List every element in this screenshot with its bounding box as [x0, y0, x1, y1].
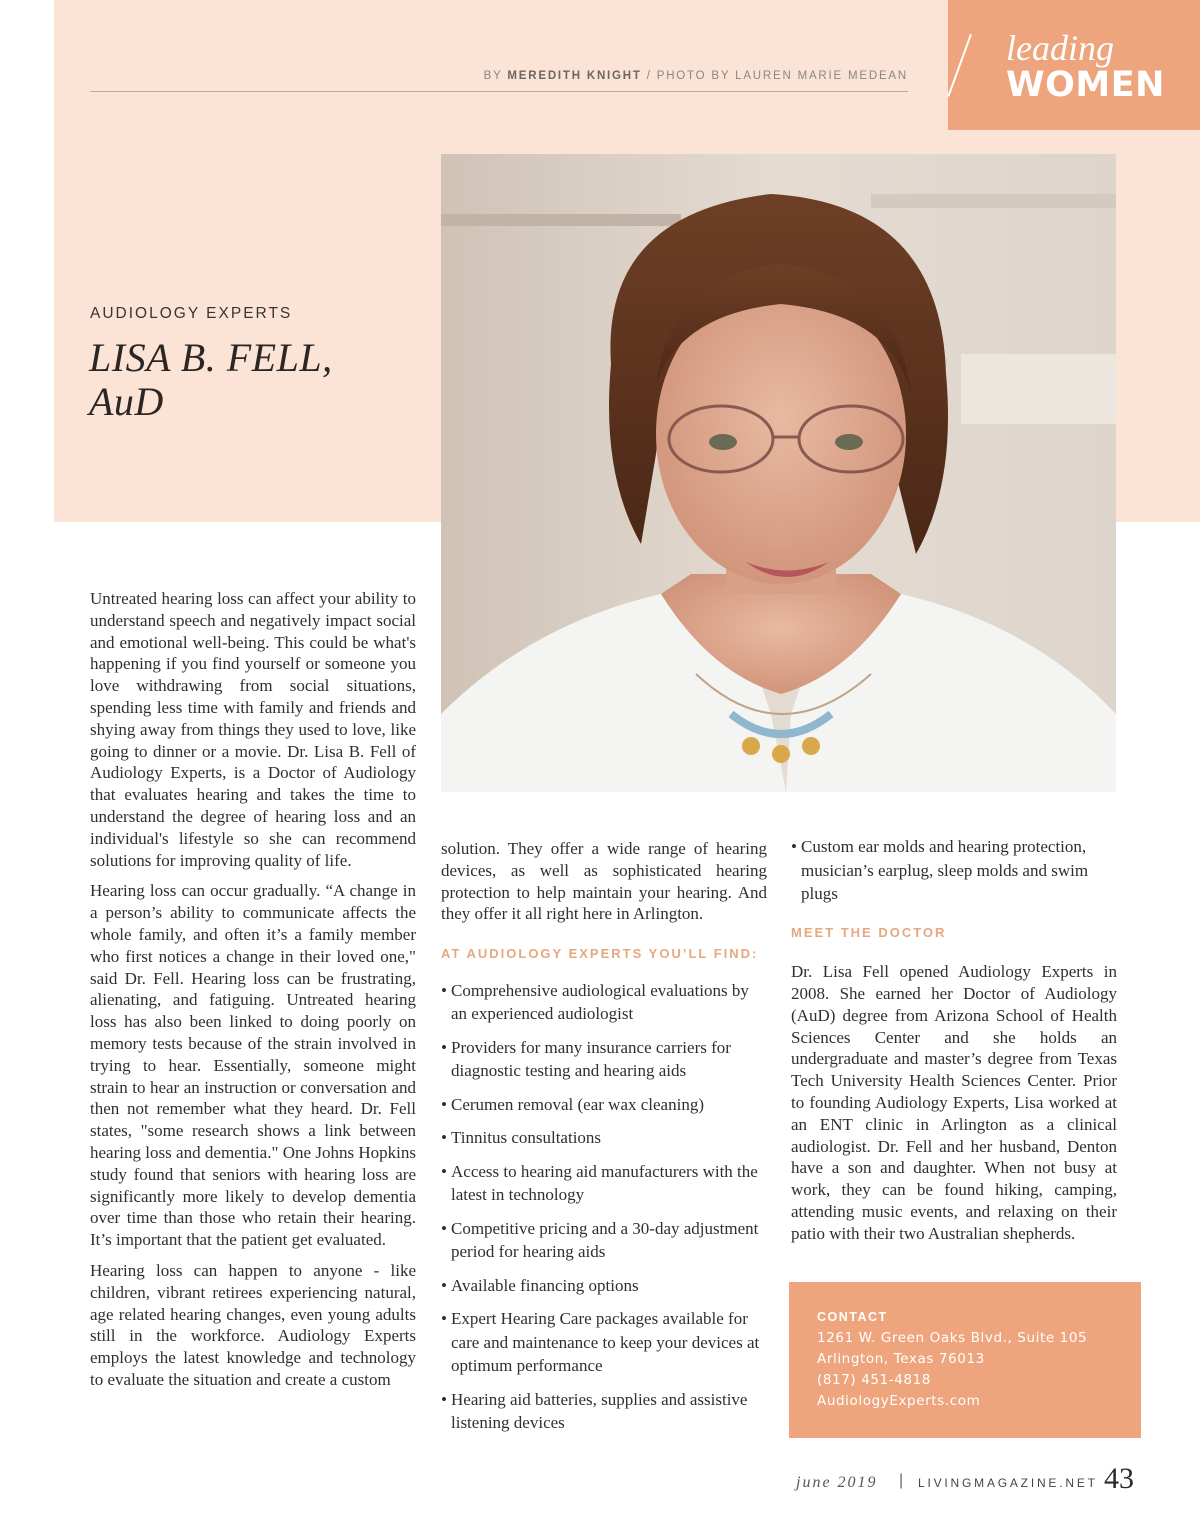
services-list: [441, 979, 767, 1435]
profile-name: [89, 336, 333, 424]
article-paragraph: Hearing loss can happen to anyone - like children, vibrant retirees experiencing natural, age related hearing changes, even young adults still in the workforce. Audiology Experts employs the latest knowledge and technology to evaluate the situation and create a custom: [90, 1260, 416, 1389]
meet-the-doctor-subhead: MEET THE DOCTOR: [791, 924, 947, 940]
doctor-bio-paragraph: Dr. Lisa Fell opened Audiology Experts in 2008. She earned her Doctor of Audiology (AuD) degree from Arizona School of Health Sciences Center and she holds an undergraduate and master’s degree from Texas Tech University Health Sciences Center. Prior to founding Audiology Experts, Lisa worked at an ENT clinic in Arlington as a clinical audiologist. Dr. Fell and her husband, Denton have a son and daughter. When not busy at work, they can be found hiking, camping, attending music events, and relaxing on their patio with their two Australian shepherds.: [791, 962, 1117, 1243]
services-list-continued: [791, 835, 1117, 906]
article-column-2: [441, 838, 767, 1445]
contact-heading: CONTACT: [817, 1310, 888, 1324]
list-item: • Available financing options: [441, 1274, 767, 1298]
header-rule: [90, 91, 908, 92]
article-paragraph: Untreated hearing loss can affect your ability to understand speech and negatively impact social and emotional well-being. This could be what's happening if you find yourself or someone you love withdrawing from social situations, spending less time with family and friends and shying away from things they used to love, like going to dinner or a movie. Dr. Lisa B. Fell of Audiology Experts, is a Doctor of Audiology that evaluates hearing and takes the time to understand the degree of hearing loss and an individual's lifestyle so she can recommend solutions for improving quality of life.: [90, 589, 416, 870]
article-paragraph: solution. They offer a wide range of hearing devices, as well as sophisticated hearing protection to help maintain your hearing. And they offer it all right here in Arlington.: [441, 839, 767, 924]
footer-issue-date: june 2019: [796, 1474, 878, 1491]
article-paragraph: Hearing loss can occur gradually. “A change in a person’s ability to communicate affects the whole family, and often it’s a family member who first notices a change in their loved one," said Dr. Fell. Hearing loss can be frustrating, alienating, and fatiguing. Untreated hearing loss has also been linked to doing poorly on memory tests because of the strain involved in trying to hear. Essentially, someone might strain to hear an instruction or conversation and then not remember what they heard. Dr. Fell states, "some research shows a link between hearing loss and dementia." One Johns Hopkins study found that seniors with hearing loss are significantly more likely to develop dementia over time than those who retain their hearing. It’s important that the patient get evaluated.: [90, 881, 416, 1250]
contact-phone: (817) 451-4818: [817, 1372, 931, 1388]
list-item: • Competitive pricing and a 30-day adjustment period for hearing aids: [441, 1217, 767, 1264]
list-item: • Tinnitus consultations: [441, 1126, 767, 1150]
footer-separator: |: [899, 1472, 904, 1489]
byline: [484, 70, 908, 82]
section-tab-leading: leading: [1006, 28, 1114, 68]
contact-box: [789, 1282, 1141, 1438]
byline-prefix: BY: [483, 70, 503, 82]
byline-author: MEREDITH KNIGHT: [507, 70, 642, 82]
footer-site-link[interactable]: LIVINGMAGAZINE.NET: [918, 1476, 1098, 1490]
profile-name-line1: LISA B. FELL,: [89, 335, 333, 380]
portrait-photo: [441, 154, 1116, 792]
list-item: • Comprehensive audiological evaluations by an experienced audiologist: [441, 979, 767, 1026]
contact-website-link[interactable]: AudiologyExperts.com: [817, 1393, 981, 1409]
company-name: AUDIOLOGY EXPERTS: [90, 305, 293, 322]
list-item: • Cerumen removal (ear wax cleaning): [441, 1093, 767, 1117]
page-number: 43: [1104, 1462, 1134, 1495]
list-item: • Custom ear molds and hearing protection, musician’s earplug, sleep molds and swim plugs: [791, 835, 1117, 906]
list-item: • Providers for many insurance carriers for diagnostic testing and hearing aids: [441, 1036, 767, 1083]
contact-address-line1: 1261 W. Green Oaks Blvd., Suite 105: [817, 1330, 1088, 1346]
profile-name-line2: AuD: [89, 379, 164, 424]
contact-address-line2: Arlington, Texas 76013: [817, 1351, 985, 1367]
article-column-1: [90, 588, 416, 1400]
section-tab-women: WOMEN: [1006, 65, 1165, 105]
article-column-3: [791, 835, 1117, 1245]
list-item: • Expert Hearing Care packages available for care and maintenance to keep your devices at optimum performance: [441, 1307, 767, 1378]
byline-photo-credit: / PHOTO BY LAUREN MARIE MEDEAN: [646, 70, 908, 82]
list-item: • Hearing aid batteries, supplies and assistive listening devices: [441, 1388, 767, 1435]
list-item: • Access to hearing aid manufacturers with the latest in technology: [441, 1160, 767, 1207]
services-subhead: AT AUDIOLOGY EXPERTS YOU’LL FIND:: [441, 946, 759, 962]
